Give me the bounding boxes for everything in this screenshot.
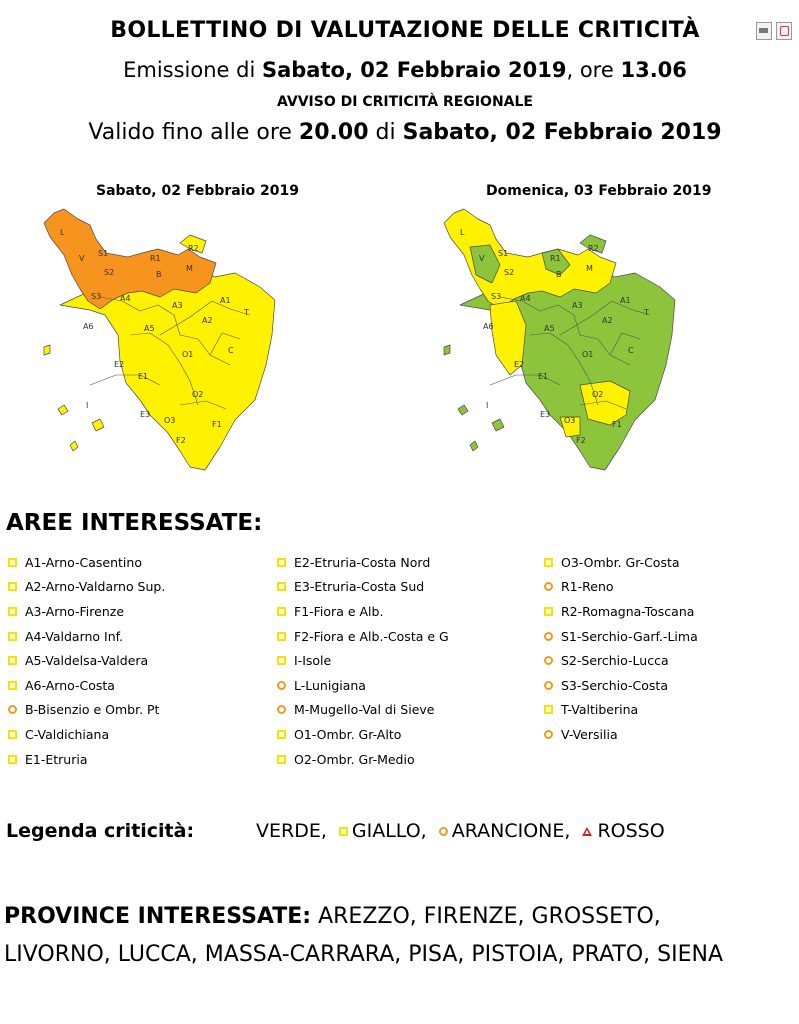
yellow-square-icon [277,607,286,616]
yellow-square-icon [277,755,286,764]
area-label: A3-Arno-Firenze [25,603,125,619]
area-item [4,624,165,649]
svg-text:S1: S1 [498,249,509,258]
area-label: R2-Romagna-Toscana [561,603,695,619]
yellow-square-icon [277,558,286,567]
area-item [273,673,449,698]
aree-column-3 [540,550,698,747]
yellow-square-icon [544,607,553,616]
yellow-square-icon [8,607,17,616]
legend-arancione [433,820,571,842]
area-label: S2-Serchio-Lucca [561,653,669,669]
area-label: B-Bisenzio e Ombr. Pt [25,702,160,718]
area-label: F2-Fiora e Alb.-Costa e G [294,628,449,644]
area-label: A1-Arno-Casentino [25,554,142,570]
emission-line [0,58,799,82]
svg-text:A3: A3 [572,301,583,310]
legend-arancione-text: ARANCIONE, [451,820,571,842]
svg-text:A3: A3 [172,301,183,310]
area-item [273,550,449,575]
map-date-saturday: Sabato, 02 Febbraio 2019 [96,183,299,199]
yellow-square-icon [277,632,286,641]
svg-text:I: I [86,401,89,410]
yellow-square-icon [339,827,348,836]
svg-text:F2: F2 [176,436,186,445]
emission-time: 13.06 [620,58,687,82]
area-item [540,722,698,747]
area-label: E1-Etruria [25,751,88,767]
valid-prefix: Valido fino alle ore [88,120,292,145]
aree-column-2 [273,550,449,771]
area-item [4,673,165,698]
emission-day: Sabato, 02 Febbraio 2019 [261,58,567,82]
map-date-sunday: Domenica, 03 Febbraio 2019 [486,183,712,199]
orange-circle-icon [8,705,17,714]
yellow-square-icon [8,558,17,567]
area-item [4,722,165,747]
area-label: R1-Reno [561,579,614,595]
legend-label: Legenda criticità: [6,820,195,842]
emission-mid: , ore [566,58,614,82]
area-label: I-Isole [294,653,332,669]
province-section [4,898,774,974]
svg-text:S1: S1 [98,249,109,258]
svg-text:A5: A5 [144,324,155,333]
legend-rosso [576,820,664,842]
area-label: A5-Valdelsa-Valdera [25,653,149,669]
orange-circle-icon [277,705,286,714]
svg-text:A2: A2 [602,316,613,325]
legend [6,820,671,842]
svg-text:O2: O2 [592,390,604,399]
svg-text:V: V [79,254,85,263]
area-label: M-Mugello-Val di Sieve [294,702,435,718]
svg-text:V: V [479,254,485,263]
svg-text:R2: R2 [588,244,599,253]
area-item [540,575,698,600]
area-label: A6-Arno-Costa [25,677,115,693]
svg-text:C: C [228,346,234,355]
aree-title: AREE INTERESSATE: [6,510,263,536]
area-item [273,599,449,624]
validity-line [0,120,799,145]
yellow-square-icon [544,558,553,567]
svg-text:O2: O2 [192,390,204,399]
area-item [4,747,165,772]
area-item [273,698,449,723]
svg-text:A4: A4 [520,294,531,303]
svg-text:R1: R1 [550,254,561,263]
area-label: O1-Ombr. Gr-Alto [294,726,402,742]
legend-verde-text: VERDE, [256,820,327,842]
svg-text:I: I [486,401,489,410]
area-item [273,747,449,772]
orange-circle-icon [277,681,286,690]
yellow-square-icon [8,582,17,591]
svg-text:S2: S2 [104,268,115,277]
emission-prefix: Emissione di [123,58,256,82]
legend-verde [256,820,327,842]
svg-text:E3: E3 [140,410,151,419]
area-item [4,575,165,600]
svg-text:L: L [460,228,465,237]
svg-text:O1: O1 [582,350,594,359]
legend-giallo [333,820,427,842]
area-label: E2-Etruria-Costa Nord [294,554,431,570]
area-item [273,575,449,600]
yellow-square-icon [277,582,286,591]
pdf-icon[interactable] [776,22,792,40]
svg-text:A4: A4 [120,294,131,303]
area-label: O3-Ombr. Gr-Costa [561,554,680,570]
bulletin-title: BOLLETTINO DI VALUTAZIONE DELLE CRITICITÀ [110,18,700,43]
svg-text:R1: R1 [150,254,161,263]
yellow-square-icon [544,705,553,714]
area-item [273,722,449,747]
area-item [4,698,165,723]
map-saturday [30,205,290,475]
area-label: V-Versilia [561,726,618,742]
toolbar [756,22,792,40]
area-label: O2-Ombr. Gr-Medio [294,751,415,767]
yellow-square-icon [8,755,17,764]
svg-text:M: M [186,264,193,273]
svg-text:A2: A2 [202,316,213,325]
svg-text:O3: O3 [564,416,576,425]
orange-circle-icon [544,681,553,690]
area-label: S3-Serchio-Costa [561,677,668,693]
svg-text:M: M [586,264,593,273]
province-label: PROVINCE INTERESSATE: [4,904,312,929]
svg-text:O1: O1 [182,350,194,359]
svg-text:A1: A1 [220,296,231,305]
svg-text:B: B [156,270,162,279]
svg-text:T: T [244,308,249,317]
area-label: S1-Serchio-Garf.-Lima [561,628,698,644]
orange-circle-icon [544,730,553,739]
area-item [540,624,698,649]
area-item [273,648,449,673]
area-item [4,648,165,673]
svg-text:S3: S3 [91,292,102,301]
area-item [540,673,698,698]
area-label: L-Lunigiana [294,677,366,693]
yellow-square-icon [277,730,286,739]
province-list: AREZZO, FIRENZE, GROSSETO, LIVORNO, LUCCA, MASSA-CARRARA, PISA, PISTOIA, PRATO, SIENA [4,904,724,967]
warning-type: AVVISO DI CRITICITÀ REGIONALE [277,94,533,110]
print-icon[interactable] [756,22,772,40]
orange-circle-icon [439,827,448,836]
svg-text:F1: F1 [212,420,222,429]
svg-text:C: C [628,346,634,355]
area-label: C-Valdichiana [25,726,110,742]
orange-circle-icon [544,632,553,641]
area-label: T-Valtiberina [561,702,639,718]
orange-circle-icon [544,656,553,665]
svg-text:L: L [60,228,65,237]
area-item [540,698,698,723]
svg-text:F2: F2 [576,436,586,445]
map-sunday [430,205,690,475]
area-item [4,599,165,624]
yellow-square-icon [8,730,17,739]
area-label: A4-Valdarno Inf. [25,628,124,644]
aree-column-1 [4,550,165,771]
svg-text:O3: O3 [164,416,176,425]
valid-mid: di [375,120,396,145]
svg-text:E1: E1 [538,372,549,381]
svg-text:A6: A6 [483,322,494,331]
yellow-square-icon [8,681,17,690]
area-item [4,550,165,575]
area-item [540,648,698,673]
orange-circle-icon [544,582,553,591]
yellow-square-icon [8,656,17,665]
yellow-square-icon [8,632,17,641]
area-item [273,624,449,649]
svg-text:E2: E2 [114,360,125,369]
svg-text:T: T [644,308,649,317]
yellow-square-icon [277,656,286,665]
red-triangle-icon [582,827,592,836]
area-label: A2-Arno-Valdarno Sup. [25,579,166,595]
svg-text:A5: A5 [544,324,555,333]
svg-text:E2: E2 [514,360,525,369]
svg-text:S3: S3 [491,292,502,301]
svg-text:A1: A1 [620,296,631,305]
area-label: F1-Fiora e Alb. [294,603,384,619]
area-item [540,550,698,575]
svg-text:A6: A6 [83,322,94,331]
svg-text:B: B [556,270,562,279]
legend-rosso-text: ROSSO [597,820,665,842]
valid-time: 20.00 [298,120,369,145]
svg-text:E3: E3 [540,410,551,419]
svg-text:F1: F1 [612,420,622,429]
svg-text:E1: E1 [138,372,149,381]
valid-day: Sabato, 02 Febbraio 2019 [402,120,722,145]
area-item [540,599,698,624]
svg-text:S2: S2 [504,268,515,277]
legend-giallo-text: GIALLO, [351,820,427,842]
svg-text:R2: R2 [188,244,199,253]
area-label: E3-Etruria-Costa Sud [294,579,425,595]
